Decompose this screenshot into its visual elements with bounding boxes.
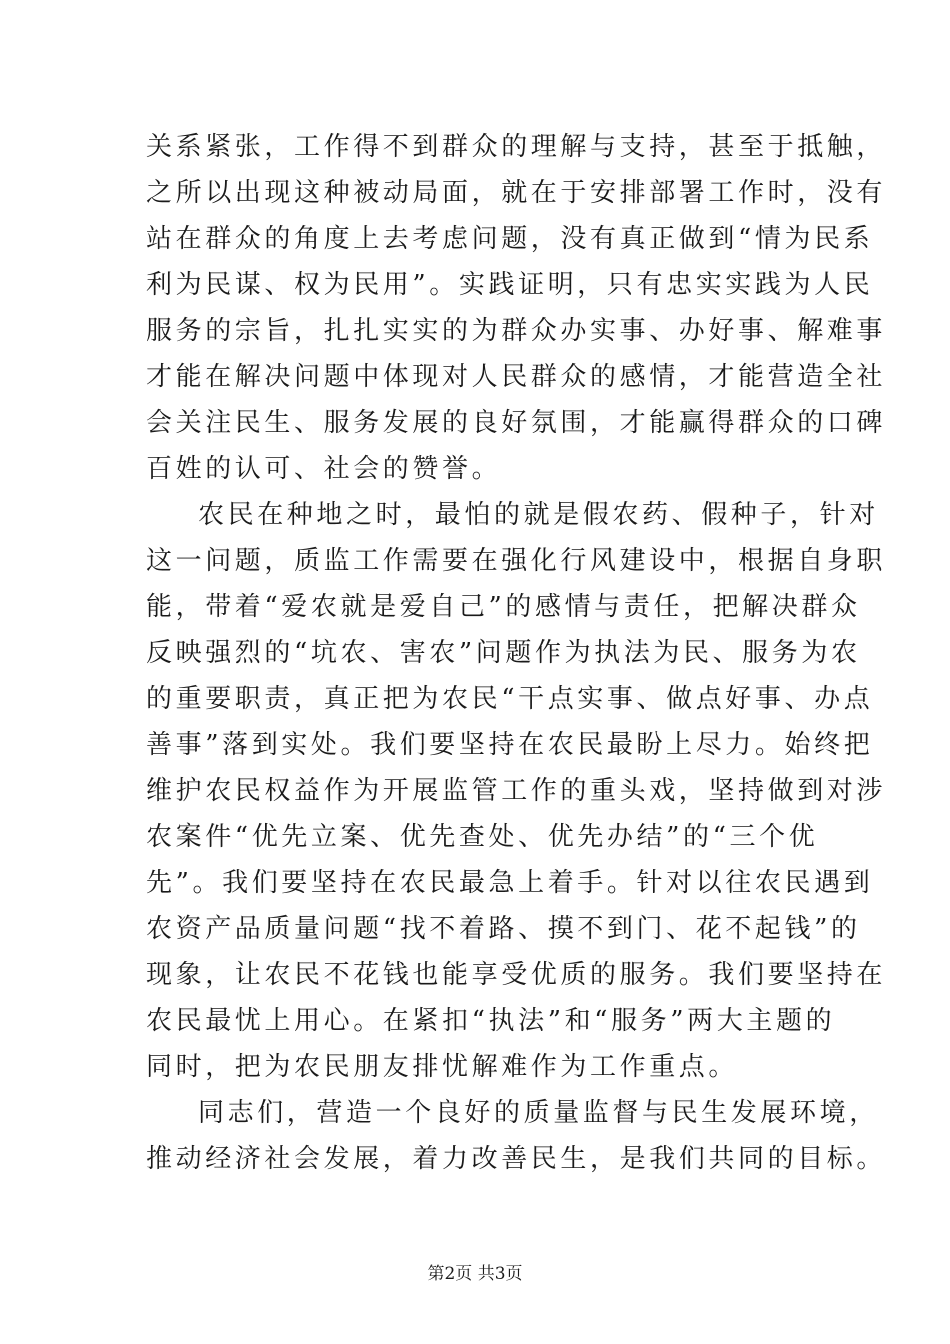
text-line: 现象，让农民不花钱也能享受优质的服务。我们要坚持在 xyxy=(146,960,887,990)
text-line: 先”。我们要坚持在农民最急上着手。针对以往农民遇到 xyxy=(146,868,874,898)
text-line: 服务的宗旨，扎扎实实的为群众办实事、办好事、解难事 xyxy=(146,316,887,346)
text-line: 这一问题，质监工作需要在强化行风建设中，根据自身职 xyxy=(146,546,887,576)
text-line: 维护农民权益作为开展监管工作的重头戏，坚持做到对涉 xyxy=(146,776,887,806)
text-line: 之所以出现这种被动局面，就在于安排部署工作时，没有 xyxy=(146,178,887,208)
text-line: 才能在解决问题中体现对人民群众的感情，才能营造全社 xyxy=(146,362,887,392)
text-line: 善事”落到实处。我们要坚持在农民最盼上尽力。始终把 xyxy=(146,730,874,760)
document-body xyxy=(146,124,887,1182)
text-line: 农案件“优先立案、优先查处、优先办结”的“三个优 xyxy=(146,822,819,852)
text-line: 同时，把为农民朋友排忧解难作为工作重点。 xyxy=(146,1052,739,1082)
text-line: 会关注民生、服务发展的良好氛围，才能赢得群众的口碑 xyxy=(146,408,887,438)
text-line: 同志们，营造一个良好的质量监督与民生发展环境， xyxy=(198,1098,879,1128)
text-line: 的重要职责，真正把为农民“干点实事、做点好事、办点 xyxy=(146,684,874,714)
text-line: 利为民谋、权为民用”。实践证明，只有忠实实践为人民 xyxy=(146,270,874,300)
text-line: 关系紧张，工作得不到群众的理解与支持，甚至于抵触， xyxy=(146,132,887,162)
text-line: 农民在种地之时，最怕的就是假农药、假种子，针对 xyxy=(198,500,879,530)
text-line: 能，带着“爱农就是爱自己”的感情与责任，把解决群众 xyxy=(146,592,861,622)
text-line: 反映强烈的“坑农、害农”问题作为执法为民、服务为农 xyxy=(146,638,861,668)
text-line: 站在群众的角度上去考虑问题，没有真正做到“情为民系 xyxy=(146,224,874,254)
page-number-footer: 第2页 共3页 xyxy=(427,1264,523,1284)
text-line: 百姓的认可、社会的赞誉。 xyxy=(146,454,502,484)
text-line: 农民最忧上用心。在紧扣“执法”和“服务”两大主题的 xyxy=(146,1006,836,1036)
text-line: 推动经济社会发展，着力改善民生，是我们共同的目标。 xyxy=(146,1144,887,1174)
text-line: 农资产品质量问题“找不着路、摸不到门、花不起钱”的 xyxy=(146,914,861,944)
